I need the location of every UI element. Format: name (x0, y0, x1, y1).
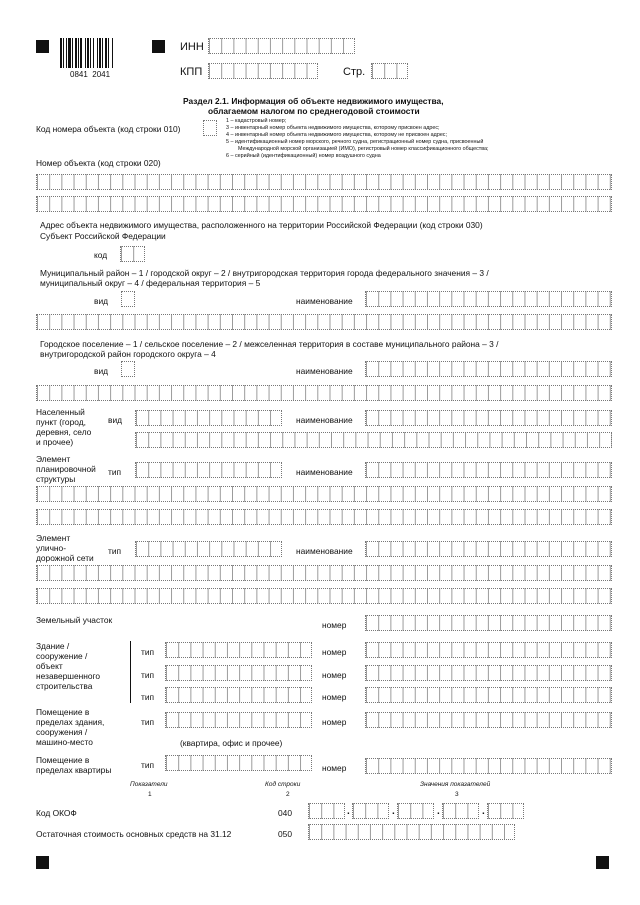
page-field[interactable] (371, 63, 408, 79)
street-label-line: дорожной сети (36, 553, 94, 563)
subject-label: Субъект Российской Федерации (40, 231, 166, 241)
inn-field[interactable] (208, 38, 355, 54)
land-plot-number-field[interactable] (365, 615, 612, 631)
object-code-note: 1 – кадастровый номер; (226, 118, 287, 124)
address-title: Адрес объекта недвижимого имущества, расположенного на территории Российской Федерации (код строки 030) (40, 220, 483, 230)
okof-separator: . (392, 806, 395, 817)
building-label-line: Здание / (36, 641, 70, 651)
col-header-indicators: Показатели (130, 781, 168, 788)
settlement-name-field-row2[interactable] (36, 385, 612, 401)
premises-number-field[interactable] (365, 712, 612, 728)
corner-marker-top-right (152, 40, 165, 53)
room-number-field[interactable] (365, 758, 612, 774)
municipal-line2: муниципальный округ – 4 / федеральная территория – 5 (40, 278, 261, 288)
planning-name-field-row2[interactable] (36, 486, 612, 502)
planning-label (36, 454, 106, 484)
land-plot-number-label: номер (322, 620, 347, 630)
col-number-2: 2 (286, 791, 290, 798)
object-code-note: 4 – инвентарный номер объекта недвижимого имущества, которому не присвоен адрес; (226, 132, 448, 138)
locality-vid-field[interactable] (135, 410, 282, 426)
building-label (36, 641, 126, 691)
building-type-label: тип (141, 647, 155, 657)
section-title-line1: Раздел 2.1. Информация об объекте недвижимого имущества, (183, 96, 444, 106)
street-label-line: улично- (36, 543, 67, 553)
planning-label-line: структуры (36, 474, 76, 484)
building-number-field-1[interactable] (365, 642, 612, 658)
okof-field-part-4[interactable] (442, 803, 479, 819)
room-type-label: тип (141, 760, 155, 770)
building-number-label: номер (322, 670, 347, 680)
okof-label: Код ОКОФ (36, 808, 77, 818)
municipal-name-field[interactable] (365, 291, 612, 307)
okof-field-part-2[interactable] (352, 803, 389, 819)
corner-marker-bottom-left (36, 856, 49, 869)
okof-code: 040 (278, 808, 292, 818)
locality-name-label: наименование (296, 415, 353, 425)
locality-name-field[interactable] (365, 410, 612, 426)
okof-separator: . (347, 806, 350, 817)
municipal-name-field-row2[interactable] (36, 314, 612, 330)
planning-name-field-row3[interactable] (36, 509, 612, 525)
planning-type-field[interactable] (135, 462, 282, 478)
page-label: Стр. (343, 66, 366, 78)
okof-field-part-5[interactable] (487, 803, 524, 819)
premises-type-label: тип (141, 717, 155, 727)
locality-name-field-row2[interactable] (135, 432, 612, 448)
premises-label-line: Помещение в (36, 707, 90, 717)
locality-label-line: Населенный (36, 407, 85, 417)
okof-field-part-1[interactable] (308, 803, 345, 819)
locality-label (36, 407, 106, 447)
land-plot-label: Земельный участок (36, 615, 113, 625)
settlement-line1: Городское поселение – 1 / сельское поселение – 2 / межселенная территория в составе муниципального района – 3 / (40, 339, 499, 349)
building-number-field-2[interactable] (365, 665, 612, 681)
object-number-row-2[interactable] (36, 196, 612, 212)
object-code-field[interactable] (203, 120, 217, 136)
section-title-line2: облагаемом налогом по среднегодовой стоимости (208, 106, 420, 116)
locality-label-line: пункт (город, (36, 417, 86, 427)
barcode-number: 0841 2041 (70, 70, 111, 79)
subject-code-label: код (94, 250, 108, 260)
street-type-label: тип (108, 546, 122, 556)
residual-value-label: Остаточная стоимость основных средств на 31.12 (36, 829, 232, 839)
room-number-label: номер (322, 763, 347, 773)
col-header-values: Значения показателей (420, 781, 491, 788)
subject-code-field[interactable] (120, 246, 145, 262)
locality-label-line: и прочее) (36, 437, 74, 447)
building-type-field-1[interactable] (165, 642, 312, 658)
settlement-name-label: наименование (296, 366, 353, 376)
settlement-vid-field[interactable] (121, 361, 135, 377)
street-name-field-row3[interactable] (36, 588, 612, 604)
object-number-row-1[interactable] (36, 174, 612, 190)
object-code-note: 6 – серийный (идентификационный) номер воздушного судна (226, 153, 381, 159)
settlement-name-field[interactable] (365, 361, 612, 377)
room-label-line: Помещение в (36, 755, 90, 765)
street-type-field[interactable] (135, 541, 282, 557)
premises-label-line: машино-место (36, 737, 93, 747)
settlement-vid-label: вид (94, 366, 109, 376)
col-number-1: 1 (148, 791, 152, 798)
building-type-label: тип (141, 692, 155, 702)
corner-marker-bottom-right (596, 856, 609, 869)
municipal-line1: Муниципальный район – 1 / городской округ – 2 / внутригородская территория города федерального значения – 3 / (40, 268, 489, 278)
planning-label-line: Элемент (36, 454, 71, 464)
street-name-field[interactable] (365, 541, 612, 557)
locality-vid-label: вид (108, 415, 123, 425)
premises-label (36, 707, 136, 747)
okof-separator: . (437, 806, 440, 817)
settlement-line2: внутригородской район городского округа – 4 (40, 349, 216, 359)
barcode (60, 38, 146, 68)
object-number-label: Номер объекта (код строки 020) (36, 158, 161, 168)
municipal-vid-label: вид (94, 296, 109, 306)
object-code-note: 3 – инвентарный номер объекта недвижимого имущества, которому присвоен адрес; (226, 125, 440, 131)
col-header-line-code: Код строки (265, 781, 301, 788)
premises-type-field[interactable] (165, 712, 312, 728)
kpp-label: КПП (180, 66, 203, 78)
locality-label-line: деревня, село (36, 427, 92, 437)
planning-name-label: наименование (296, 467, 353, 477)
premises-number-label: номер (322, 717, 347, 727)
planning-name-field[interactable] (365, 462, 612, 478)
object-code-note: 5 – идентификационный номер морского, речного судна, регистрационный номер судна, присвоенный (226, 139, 484, 145)
okof-field-part-3[interactable] (397, 803, 434, 819)
building-label-line: объект (36, 661, 63, 671)
building-label-line: строительства (36, 681, 93, 691)
building-number-label: номер (322, 647, 347, 657)
building-label-line: сооружение / (36, 651, 88, 661)
room-label-line: пределах квартиры (36, 765, 112, 775)
col-number-3: 3 (455, 791, 459, 798)
building-bracket (130, 641, 131, 703)
building-number-field-3[interactable] (365, 687, 612, 703)
residual-value-code: 050 (278, 829, 292, 839)
premises-label-line: сооружения / (36, 727, 88, 737)
okof-separator: . (482, 806, 485, 817)
kpp-field[interactable] (208, 63, 318, 79)
street-name-field-row2[interactable] (36, 565, 612, 581)
inn-label: ИНН (180, 41, 204, 53)
room-label (36, 755, 136, 775)
premises-hint: (квартира, офис и прочее) (180, 738, 283, 748)
planning-label-line: планировочной (36, 464, 96, 474)
room-type-field[interactable] (165, 755, 312, 771)
building-type-label: тип (141, 670, 155, 680)
street-name-label: наименование (296, 546, 353, 556)
street-label (36, 533, 106, 563)
municipal-vid-field[interactable] (121, 291, 135, 307)
residual-value-field[interactable] (308, 824, 515, 840)
planning-type-label: тип (108, 467, 122, 477)
municipal-name-label: наименование (296, 296, 353, 306)
premises-label-line: пределах здания, (36, 717, 105, 727)
building-number-label: номер (322, 692, 347, 702)
building-type-field-2[interactable] (165, 665, 312, 681)
corner-marker-top-left (36, 40, 49, 53)
street-label-line: Элемент (36, 533, 71, 543)
building-label-line: незавершенного (36, 671, 101, 681)
building-type-field-3[interactable] (165, 687, 312, 703)
object-code-note: Международной морской организацией (ИМО), регистровый номер классификационного общества; (238, 146, 489, 152)
object-code-label: Код номера объекта (код строки 010) (36, 124, 181, 134)
